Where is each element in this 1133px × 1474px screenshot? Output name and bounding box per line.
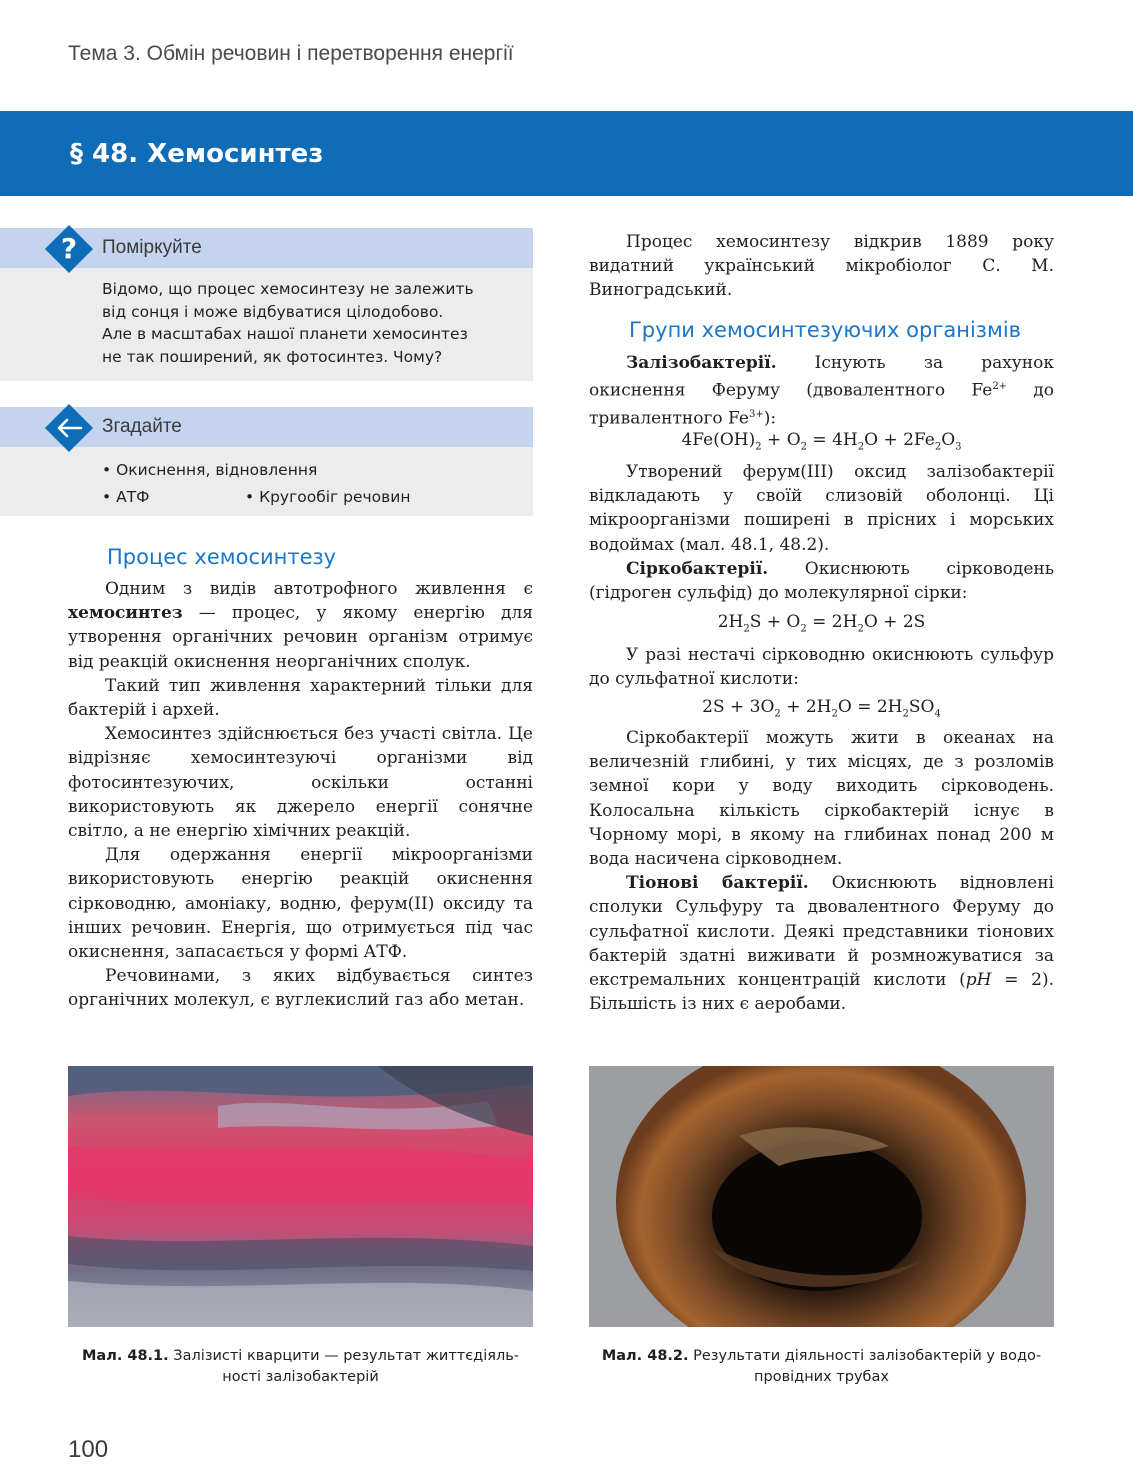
- recall-item: • Окиснення, відновлення • АТФ: [102, 461, 318, 506]
- arrow-left-icon: [45, 404, 93, 452]
- photo-corroded-pipe: [589, 1066, 1054, 1327]
- heading-chemosynthesis-process: Процес хемосинтезу: [107, 545, 337, 569]
- recall-box: [0, 407, 533, 516]
- right-intro: [589, 230, 1054, 303]
- equation-sulfur-1: $2H_2S + O_2 = 2H_2O + 2S$: [717, 612, 926, 635]
- paragraph: Речовинами, з яких відбувається синтез органічних молекул, є вуглекислий газ або метан.: [68, 966, 533, 1011]
- right-text-sulfur-2: [589, 726, 1054, 1016]
- page-number: 100: [68, 1436, 109, 1463]
- recall-box-title: Згадайте: [102, 416, 182, 437]
- paragraph: Для одержання енергії мікроорганізми використовують енергію реакцій окиснення сірководню, амоніаку, водню, ферум(ІІ) оксиду та інших речовин. Енергія, що отримується під час окиснення, запасається у формі АТФ.: [68, 845, 533, 963]
- right-text-iron: [589, 351, 1054, 431]
- left-text: [68, 577, 533, 1013]
- section-banner: [0, 111, 1133, 196]
- paragraph: Хемосинтез здійснюється без участі світла. Це відрізняє хемосинтезуючі організми від фотосинтезуючих, оскільки останні використовують як джерело енергії сонячне світло, а не енергію хімічних реакцій.: [68, 724, 533, 842]
- equation-sulfur-2: $2S + 3O_2 + 2H_2O = 2H_2SO_4$: [702, 697, 941, 720]
- figure-caption-1: Мал. 48.1. Залізисті кварцити — результат життєдіяль- ності залізобактерій: [81, 1348, 520, 1385]
- figure-caption-2: Мал. 48.2. Результати діяльності залізобактерій у водо- провідних трубах: [601, 1348, 1042, 1385]
- recall-box-header: [0, 407, 533, 447]
- photo-ferruginous-quartzite: [68, 1066, 533, 1327]
- paragraph: Сіркобактерії можуть жити в океанах на величезній глибині, у тих місцях, де з розломів земної кори у воду виходить сірководень. Колосальна кількість сіркобактерій існує в Чорному морі, в якому на глибинах понад 200 м вода насичена сірководнем.: [589, 728, 1054, 870]
- right-text-iron-2: [589, 460, 1054, 605]
- recall-item: • Кругообіг речовин: [245, 488, 411, 506]
- think-box-text: Відомо, що процес хемосинтезу не залежить від сонця і може відбуватися цілодобово. Але в масштабах нашої планети хемосинтез не так поширений, як фотосинтез. Чому?: [102, 280, 474, 366]
- topic-header: Тема 3. Обмін речовин і перетворення енергії: [68, 42, 514, 65]
- paragraph: Залізобактерії. Існують за рахунок окиснення Феруму (двовалентного $Fe^{2+}$ до тривалентного $Fe^{3+}$):: [589, 353, 1054, 429]
- think-box-header: [0, 228, 533, 268]
- paragraph: Такий тип живлення характерний тільки для бактерій і архей.: [68, 675, 533, 721]
- paragraph: У разі нестачі сірководню окиснюють сульфур до сульфатної кислоти:: [589, 645, 1054, 690]
- paragraph: Тіонові бактерії. Окиснюють відновлені сполуки Сульфуру та двовалентного Феруму до сульфатної кислоти. Деякі представники тіонових бактерій здатні виживати й розмножуватися за екстремальних концентрацій кислоти (pH = 2). Більшість із них є аеробами.: [589, 873, 1054, 1015]
- paragraph: Процес хемосинтезу відкрив 1889 року видатний український мікробіолог С. М. Виноградський.: [589, 232, 1054, 301]
- paragraph: Одним з видів автотрофного живлення є хемосинтез — процес, у якому енергію для утворення органічних речовин організм отримує від реакцій окиснення неорганічних сполук.: [68, 579, 533, 672]
- paragraph: Сіркобактерії. Окиснюють сірководень (гідроген сульфід) до молекулярної сірки:: [589, 558, 1054, 604]
- right-text-sulfur: [589, 643, 1054, 691]
- think-box: [0, 228, 533, 381]
- paragraph: Утворений ферум(ІІІ) оксид залізобактерії відкладають у своїй слизовій оболонці. Ці мікроорганізми поширені в прісних і морських водоймах (мал. 48.1, 48.2).: [589, 462, 1054, 555]
- equation-iron: $4Fe(OH)_2 + O_2 = 4H_2O + 2Fe_2O_3$: [681, 430, 962, 453]
- think-box-title: Поміркуйте: [102, 237, 202, 258]
- section-title: § 48. Хемосинтез: [70, 139, 324, 169]
- heading-chemosynthesis-groups: Групи хемосинтезуючих організмів: [629, 318, 1022, 342]
- question-icon: ?: [45, 225, 93, 273]
